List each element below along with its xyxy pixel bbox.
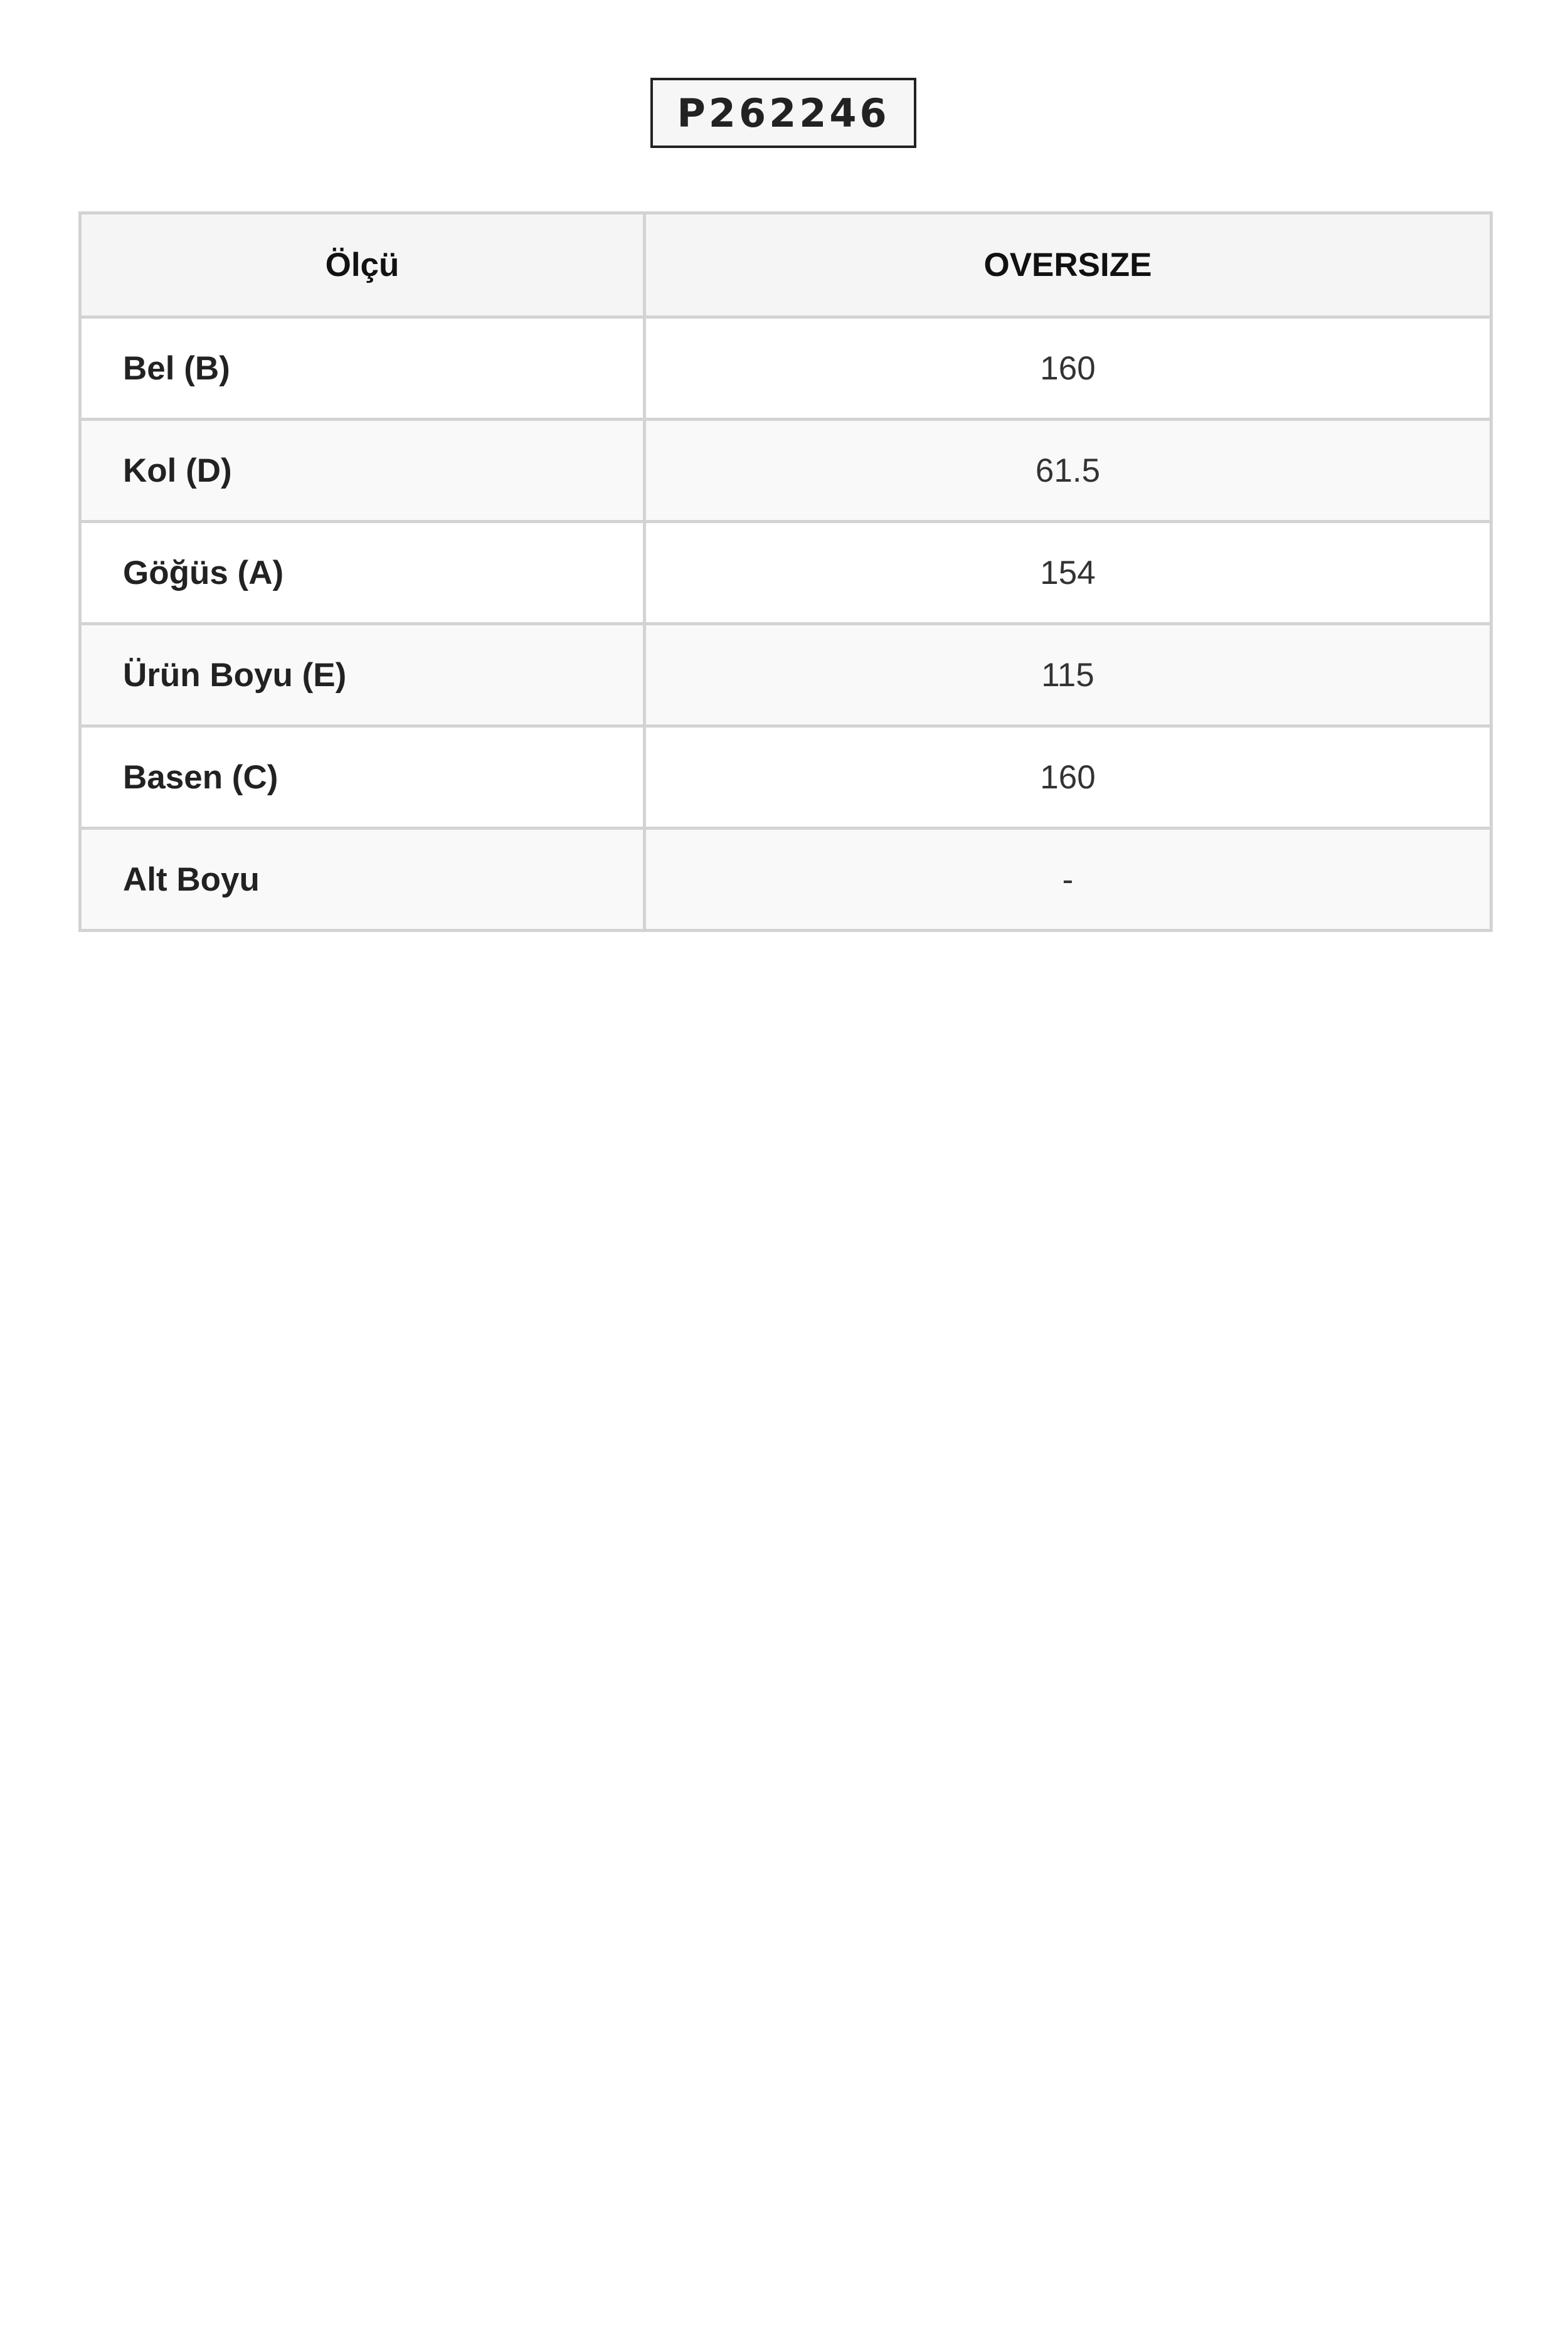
measurement-header: Ölçü [80, 213, 645, 317]
table-row [80, 726, 1491, 829]
measurement-value: 160 [645, 317, 1491, 420]
table-header-row [80, 213, 1491, 317]
measurement-label: Alt Boyu [80, 829, 645, 931]
size-header: OVERSIZE [645, 213, 1491, 317]
measurement-label: Bel (B) [80, 317, 645, 420]
measurement-value: 115 [645, 624, 1491, 726]
measurement-value: 61.5 [645, 420, 1491, 522]
table-row [80, 522, 1491, 624]
table-row [80, 624, 1491, 726]
measurement-label: Ürün Boyu (E) [80, 624, 645, 726]
measurement-label: Kol (D) [80, 420, 645, 522]
table-row [80, 317, 1491, 420]
measurement-value: - [645, 829, 1491, 931]
measurement-value: 160 [645, 726, 1491, 829]
measurement-label: Basen (C) [80, 726, 645, 829]
measurement-value: 154 [645, 522, 1491, 624]
size-chart-table [78, 211, 1493, 932]
table-row [80, 420, 1491, 522]
table-row [80, 829, 1491, 931]
measurement-label: Göğüs (A) [80, 522, 645, 624]
product-code: P262246 [650, 78, 916, 148]
